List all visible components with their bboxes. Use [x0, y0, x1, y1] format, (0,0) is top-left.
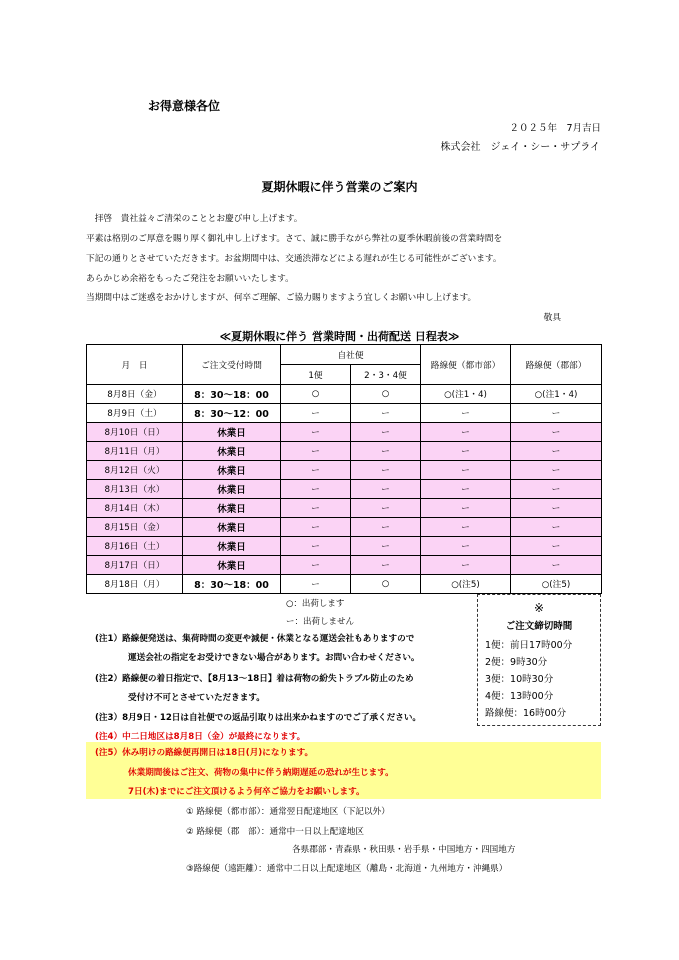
note-1a: (注1）路線便発送は、集荷時間の変更や減便・休業となる運送会社もありますので	[95, 634, 415, 644]
body-line-4: あらかじめ余裕をもったご発注をお願いいたします。	[86, 274, 294, 284]
cutoff-item: 路線便：16時00分	[485, 708, 567, 719]
cutoff-item: 1便：前日17時00分	[485, 640, 573, 651]
route-county-def: ② 路線便（郡 部）：通常中一日以上配達地区	[186, 827, 365, 837]
row-route-city: ー	[421, 499, 511, 518]
note-4: (注4）中二日地区は8月8日（金）が最終になります。	[95, 732, 306, 742]
table-row	[87, 385, 602, 404]
table-row	[87, 480, 602, 499]
table-row	[87, 423, 602, 442]
row-own-1: ー	[281, 461, 351, 480]
row-date: 8月18日（月）	[87, 575, 183, 594]
body-line-2: 平素は格別のご厚意を賜り厚く御礼申し上げます。さて、誠に勝手ながら弊社の夏季休暇前後の営業時間を	[86, 234, 503, 244]
row-route-county: ー	[511, 480, 602, 499]
row-own-234: ー	[351, 404, 421, 423]
row-own-234: ー	[351, 480, 421, 499]
row-own-1: ー	[281, 537, 351, 556]
route-county-areas: 各県郡部・青森県・秋田県・岩手県・中国地方・四国地方	[292, 845, 516, 855]
closing-keigu: 敬具	[543, 313, 561, 323]
row-own-1: ○	[281, 385, 351, 404]
row-route-city: ○(注1・4)	[421, 385, 511, 404]
note-2a: (注2）路線便の着日指定で、【8月13～18日】着は荷物の紛失トラブル防止のため	[95, 674, 414, 684]
table-header-row	[87, 345, 602, 365]
row-own-1: ー	[281, 404, 351, 423]
body-line-1: 拝啓 貴社益々ご清栄のこととお慶び申し上げます。	[86, 214, 303, 224]
table-row	[87, 518, 602, 537]
row-route-county: ー	[511, 556, 602, 575]
table-row	[87, 499, 602, 518]
header-date: 月 日	[87, 345, 183, 385]
row-route-county: ー	[511, 537, 602, 556]
row-hours: 休業日	[183, 537, 281, 556]
header-own-1: 1便	[281, 365, 351, 385]
row-date: 8月15日（金）	[87, 518, 183, 537]
header-route-county: 路線便（郡部）	[511, 345, 602, 385]
row-date: 8月14日（木）	[87, 499, 183, 518]
row-own-1: ー	[281, 575, 351, 594]
table-row	[87, 556, 602, 575]
row-date: 8月10日（日）	[87, 423, 183, 442]
row-route-county: ○(注5)	[511, 575, 602, 594]
row-hours: 休業日	[183, 423, 281, 442]
schedule-table	[86, 344, 602, 594]
body-line-5: 当期間中はご迷惑をおかけしますが、何卒ご理解、ご協力賜りますよう宜しくお願い申し上げます。	[86, 293, 477, 303]
row-own-234: ー	[351, 442, 421, 461]
row-own-234: ー	[351, 499, 421, 518]
row-hours: 8：30～18：00	[183, 385, 281, 404]
addressee: お得意様各位	[148, 99, 221, 113]
row-route-city: ー	[421, 556, 511, 575]
row-hours: 8：30～18：00	[183, 575, 281, 594]
row-date: 8月11日（月）	[87, 442, 183, 461]
schedule-body	[87, 385, 602, 594]
table-row	[87, 404, 602, 423]
row-route-city: ー	[421, 480, 511, 499]
cutoff-title: ご注文締切時間	[505, 621, 573, 632]
row-route-city: ー	[421, 442, 511, 461]
note-5a: (注5）休み明けの路線便再開日は18日(月)になります。	[95, 748, 314, 758]
row-date: 8月13日（水）	[87, 480, 183, 499]
row-date: 8月9日（土）	[87, 404, 183, 423]
row-own-234: ー	[351, 518, 421, 537]
note-1b: 運送会社の指定をお受けできない場合があります。お問い合わせください。	[128, 653, 420, 663]
row-date: 8月16日（土）	[87, 537, 183, 556]
row-own-234: ー	[351, 461, 421, 480]
row-own-1: ー	[281, 518, 351, 537]
table-row	[87, 575, 602, 594]
row-own-234: ○	[351, 385, 421, 404]
row-own-1: ー	[281, 442, 351, 461]
row-own-1: ー	[281, 556, 351, 575]
row-route-county: ー	[511, 442, 602, 461]
row-route-county: ー	[511, 499, 602, 518]
row-own-234: ー	[351, 537, 421, 556]
document-title: 夏期休暇に伴う営業のご案内	[261, 180, 418, 194]
cutoff-item: 4便：13時00分	[485, 691, 554, 702]
legend-noship: ー：出荷しません	[286, 617, 355, 627]
row-route-county: ー	[511, 461, 602, 480]
company-name: 株式会社 ジェイ・シー・サプライ	[440, 142, 600, 153]
header-hours: ご注文受付時間	[183, 345, 281, 385]
row-hours: 休業日	[183, 442, 281, 461]
row-hours: 休業日	[183, 518, 281, 537]
cutoff-times-box	[477, 594, 601, 726]
row-route-county: ー	[511, 423, 602, 442]
header-route-city: 路線便（都市部）	[421, 345, 511, 385]
body-line-3: 下記の通りとさせていただきます。お盆期間中は、交通渋滞などによる遅れが生じる可能性がございます。	[86, 254, 502, 264]
row-hours: 休業日	[183, 499, 281, 518]
row-date: 8月17日（日）	[87, 556, 183, 575]
row-own-1: ー	[281, 480, 351, 499]
row-route-city: ー	[421, 537, 511, 556]
row-route-city: ー	[421, 518, 511, 537]
row-own-1: ー	[281, 499, 351, 518]
row-route-city: ー	[421, 461, 511, 480]
row-own-234: ○	[351, 575, 421, 594]
row-hours: 休業日	[183, 480, 281, 499]
table-row	[87, 442, 602, 461]
row-date: 8月12日（火）	[87, 461, 183, 480]
row-route-county: ー	[511, 404, 602, 423]
header-own-234: 2・3・4便	[351, 365, 421, 385]
route-city-def: ① 路線便（都市部）：通常翌日配達地区（下記以外）	[186, 807, 390, 817]
row-hours: 休業日	[183, 461, 281, 480]
row-own-234: ー	[351, 556, 421, 575]
row-own-1: ー	[281, 423, 351, 442]
row-route-city: ○(注5)	[421, 575, 511, 594]
header-own-delivery: 自社便	[281, 345, 421, 365]
issue-date: ２０２５年 7月吉日	[509, 123, 601, 134]
schedule-title: ≪夏期休暇に伴う 営業時間・出荷配送 日程表≫	[219, 330, 460, 343]
cutoff-item: 3便：10時30分	[485, 674, 554, 685]
row-own-234: ー	[351, 423, 421, 442]
cutoff-item: 2便：9時30分	[485, 657, 548, 668]
table-row	[87, 537, 602, 556]
row-route-city: ー	[421, 404, 511, 423]
row-route-county: ○(注1・4)	[511, 385, 602, 404]
row-hours: 休業日	[183, 556, 281, 575]
asterisk-mark: ※	[533, 601, 545, 615]
row-route-city: ー	[421, 423, 511, 442]
note-3: (注3）8月9日・12日は自社便での返品引取りは出来かねますのでご了承ください。	[95, 713, 422, 723]
table-row	[87, 461, 602, 480]
row-route-county: ー	[511, 518, 602, 537]
note-2b: 受付け不可とさせていただきます。	[128, 693, 265, 703]
legend-ship: ○：出荷します	[286, 599, 345, 609]
row-date: 8月8日（金）	[87, 385, 183, 404]
row-hours: 8：30～12：00	[183, 404, 281, 423]
note-5b: 休業期間後はご注文、荷物の集中に伴う納期遅延の恐れが生じます。	[128, 768, 394, 778]
note-5c: 7日(木)までにご注文頂けるよう何卒ご協力をお願いします。	[128, 787, 365, 797]
route-far-def: ③路線便（遠距離）：通常中二日以上配達地区（離島・北海道・九州地方・沖縄県）	[186, 864, 508, 874]
